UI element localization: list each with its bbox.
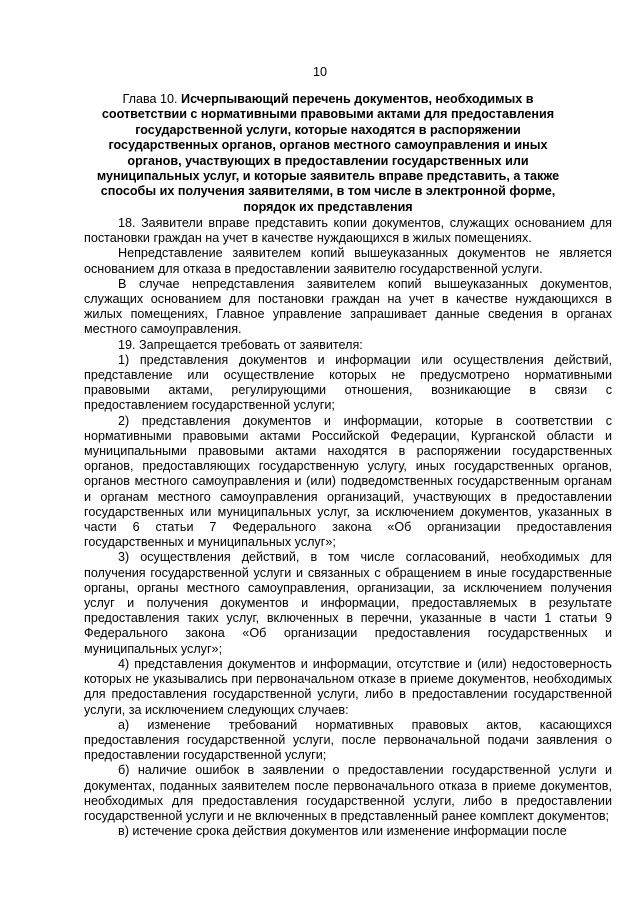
paragraph: б) наличие ошибок в заявлении о предоставлении государственной услуги и документах, поданных заявителем после первоначального отказа в приеме документов, необходимых для предоставления государственной услуги, либо в предоставлении государственной услуги и не включенных в представленный ранее комплект документов;: [84, 763, 612, 823]
paragraph: 2) представления документов и информации, которые в соответствии с нормативными правовыми актами Российской Федерации, Курганской области и муниципальными правовыми актами находятся в распоряжении государственных органов, предоставляющих государственную услугу, иных государственных органов, органов местного самоуправления и (или) подведомственных государственным органам и органам местного самоуправления организаций, участвующих в предоставлении государственных или муниципальных услуг, за исключением документов, указанных в части 6 статьи 7 Федерального закона «Об организации предоставления государственных и муниципальных услуг»;: [84, 413, 612, 550]
chapter-title: Исчерпывающий перечень документов, необходимых в соответствии с нормативными правовыми актами для предоставления государственной услуги, которые находятся в распоряжении государственных органов, органов местного самоуправления и иных органов, участвующих в предоставлении государственных или муниципальных услуг, и которые заявитель вправе представить, а также способы их получения заявителями, в том числе в электронной форме, порядок их представления: [96, 92, 560, 214]
paragraph: в) истечение срока действия документов или изменение информации после: [118, 824, 567, 839]
paragraph: 1) представления документов и информации или осуществления действий, представление или осуществление которых не предусмотрено нормативными правовыми актами, регулирующими отношения, возникающие в связи с предоставлением государственной услуги;: [84, 352, 612, 413]
chapter-number: Глава 10.: [122, 92, 178, 106]
paragraph: 4) представления документов и информации, отсутствие и (или) недостоверность которых не указывались при первоначальном отказе в приеме документов, необходимых для предоставления государственной услуги, либо в предоставлении государственной услуги, за исключением следующих случаев:: [84, 656, 612, 717]
paragraph: а) изменение требований нормативных правовых актов, касающихся предоставления государственной услуги, после первоначальной подачи заявления о предоставлении государственной услуги;: [84, 717, 612, 763]
paragraph: 3) осуществления действий, в том числе согласований, необходимых для получения государственной услуги и связанных с обращением в иные государственные органы, органы местного самоуправления, организации, за исключением получения услуг и получения документов и информации, предоставляемых в результате предоставления таких услуг, включенных в перечни, указанные в части 1 статьи 9 Федерального закона «Об организации предоставления государственных и муниципальных услуг»;: [84, 550, 612, 656]
paragraph: Непредставление заявителем копий вышеуказанных документов не является основанием для отказа в предоставлении заявителю государственной услуги.: [84, 246, 612, 276]
document-body: [84, 216, 612, 839]
chapter-heading: [84, 92, 572, 215]
paragraph: В случае непредставления заявителем копий вышеуказанных документов, служащих основанием для постановки граждан на учет в качестве нуждающихся в жилых помещениях, Главное управление запрашивает данные сведения в органах местного самоуправления.: [84, 276, 612, 337]
paragraph: 19. Запрещается требовать от заявителя:: [118, 337, 363, 352]
page-number: 10: [312, 65, 327, 79]
paragraph: 18. Заявители вправе представить копии документов, служащих основанием для постановки граждан на учет в качестве нуждающихся в жилых помещениях.: [84, 216, 612, 246]
